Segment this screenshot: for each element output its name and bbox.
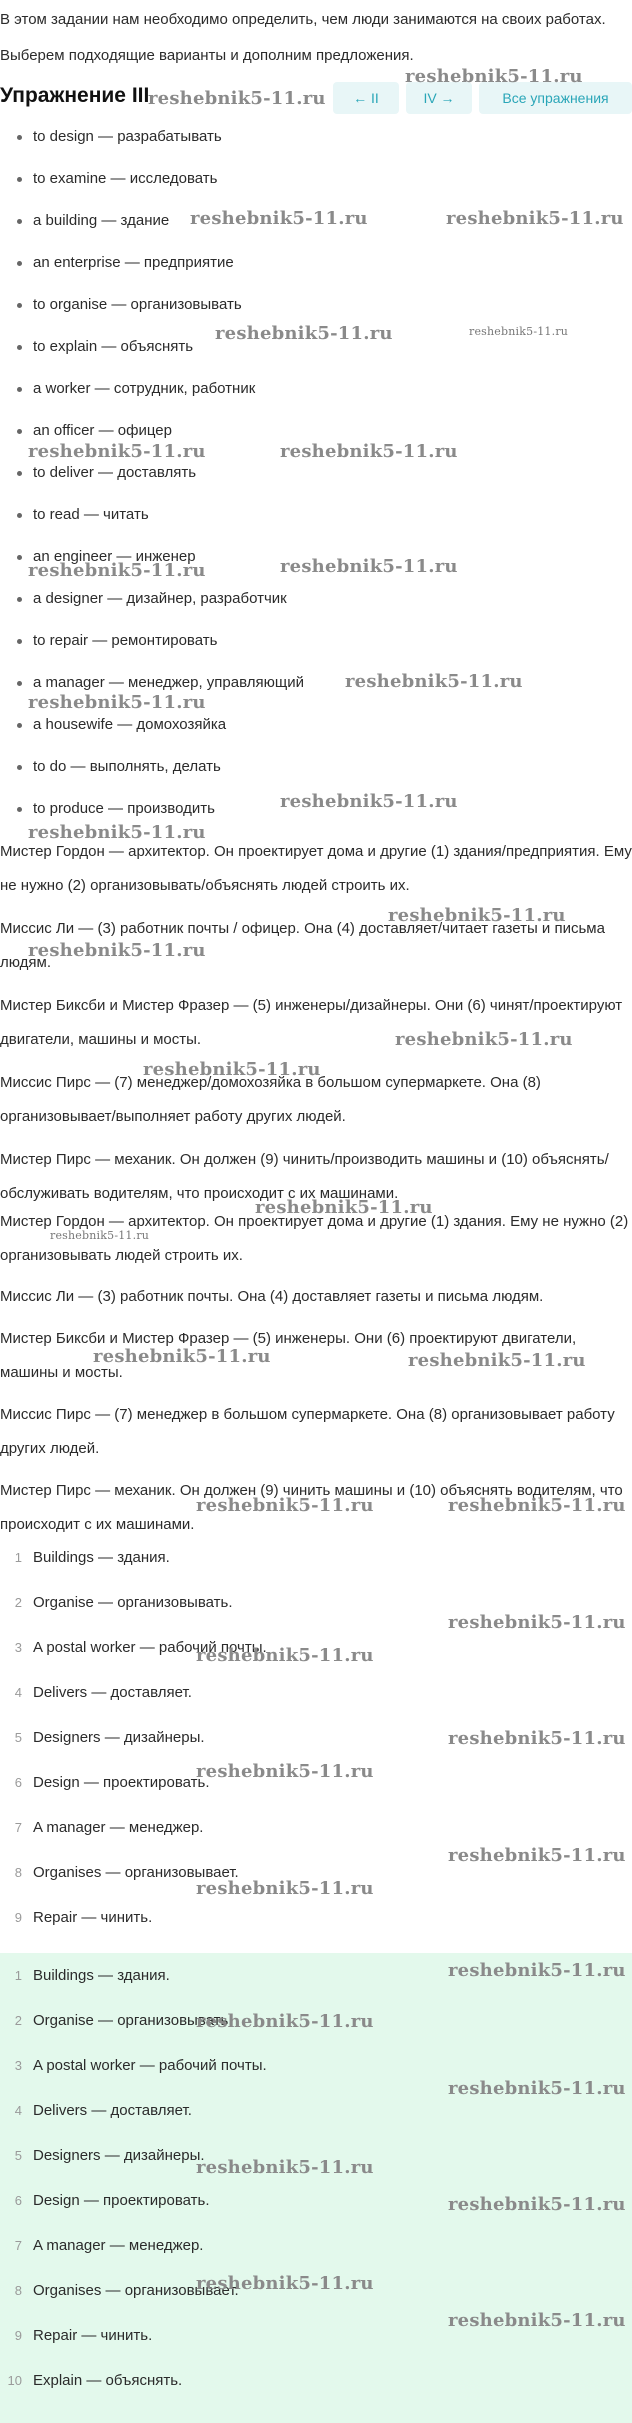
watermark: reshebnik5-11.ru bbox=[408, 1350, 586, 1371]
item-text: A manager — менеджер. bbox=[33, 1819, 204, 1836]
watermark: reshebnik5-11.ru bbox=[196, 1761, 374, 1782]
list-item: a manager — менеджер, управляющий bbox=[0, 662, 632, 704]
list-item bbox=[0, 1670, 632, 1715]
item-text: Delivers — доставляет. bbox=[33, 2102, 192, 2119]
item-number: 3 bbox=[14, 1640, 22, 1655]
all-exercises-button[interactable]: Все упражнения bbox=[479, 82, 632, 114]
watermark: reshebnik5-11.ru bbox=[448, 1728, 626, 1749]
list-item bbox=[0, 2223, 632, 2268]
answer-paragraph: Мистер Гордон — архитектор. Он проектирует дома и другие (1) здания. Ему не нужно (2) организовывать людей строить их. bbox=[0, 1213, 629, 1264]
item-text: Organise — организовывать. bbox=[33, 2012, 233, 2029]
item-text: Designers — дизайнеры. bbox=[33, 2147, 205, 2164]
watermark: reshebnik5-11.ru bbox=[28, 692, 206, 713]
list-item: an enterprise — предприятие bbox=[0, 242, 632, 284]
list-item: an officer — офицер bbox=[0, 410, 632, 452]
watermark: reshebnik5-11.ru bbox=[448, 1960, 626, 1981]
watermark: reshebnik5-11.ru bbox=[448, 2194, 626, 2215]
next-exercise-button[interactable]: IV → bbox=[406, 82, 472, 114]
watermark: reshebnik5-11.ru bbox=[196, 2157, 374, 2178]
list-item bbox=[0, 1535, 632, 1580]
list-item: to organise — организовывать bbox=[0, 284, 632, 326]
item-text: A postal worker — рабочий почты. bbox=[33, 2057, 267, 2074]
list-item: to design — разрабатывать bbox=[0, 116, 632, 158]
item-text: Delivers — доставляет. bbox=[33, 1684, 192, 1701]
prev-exercise-button[interactable]: ← II bbox=[333, 82, 399, 114]
item-text: Organises — организовывает. bbox=[33, 2282, 239, 2299]
item-number: 7 bbox=[14, 1820, 22, 1835]
options-paragraph: Мистер Биксби и Мистер Фразер — (5) инженеры/дизайнеры. Они (6) чинят/проектируют двигатели, машины и мосты. bbox=[0, 997, 623, 1048]
watermark: reshebnik5-11.ru bbox=[148, 88, 326, 109]
watermark: reshebnik5-11.ru bbox=[388, 905, 566, 926]
watermark: reshebnik5-11.ru bbox=[93, 1346, 271, 1367]
watermark: reshebnik5-11.ru bbox=[255, 1197, 433, 1218]
list-item: an engineer — инженер bbox=[0, 536, 632, 578]
watermark: reshebnik5-11.ru bbox=[448, 1845, 626, 1866]
list-item: to deliver — доставлять bbox=[0, 452, 632, 494]
item-text: Organises — организовывает. bbox=[33, 1864, 239, 1881]
list-item bbox=[0, 1895, 632, 1940]
intro-text: В этом задании нам необходимо определить, чем люди занимаются на своих работах. Выберем подходящие варианты и дополним предложения. bbox=[0, 11, 606, 64]
watermark: reshebnik5-11.ru bbox=[405, 66, 583, 87]
answer-paragraph: Мистер Биксби и Мистер Фразер — (5) инженеры. Они (6) проектируют двигатели, машины и мосты. bbox=[0, 1330, 577, 1381]
item-text: Organise — организовывать. bbox=[33, 1594, 233, 1611]
item-text: A postal worker — рабочий почты. bbox=[33, 1639, 267, 1656]
item-number: 5 bbox=[14, 1730, 22, 1745]
watermark: reshebnik5-11.ru bbox=[280, 441, 458, 462]
watermark: reshebnik5-11.ru bbox=[196, 1495, 374, 1516]
item-number: 1 bbox=[14, 1550, 22, 1565]
item-number: 10 bbox=[7, 2373, 22, 2388]
item-number: 2 bbox=[14, 1595, 22, 1610]
options-paragraph: Мистер Гордон — архитектор. Он проектирует дома и другие (1) здания/предприятия. Ему не нужно (2) организовывать/объяснять людей строить их. bbox=[0, 843, 632, 894]
item-text: Explain — объяснять. bbox=[33, 2372, 183, 2389]
list-item: to read — читать bbox=[0, 494, 632, 536]
item-text: Designers — дизайнеры. bbox=[33, 1729, 205, 1746]
item-text: Buildings — здания. bbox=[33, 1967, 170, 1984]
item-number: 4 bbox=[14, 1685, 22, 1700]
watermark: reshebnik5-11.ru bbox=[280, 791, 458, 812]
list-item: a building — здание bbox=[0, 200, 632, 242]
item-text: Buildings — здания. bbox=[33, 1549, 170, 1566]
watermark: reshebnik5-11.ru bbox=[448, 1612, 626, 1633]
watermark: reshebnik5-11.ru bbox=[28, 560, 206, 581]
item-number: 2 bbox=[14, 2013, 22, 2028]
watermark: reshebnik5-11.ru bbox=[448, 1495, 626, 1516]
watermark: reshebnik5-11.ru bbox=[28, 441, 206, 462]
item-number: 9 bbox=[14, 2328, 22, 2343]
item-number: 7 bbox=[14, 2238, 22, 2253]
watermark: reshebnik5-11.ru bbox=[280, 556, 458, 577]
list-item: a designer — дизайнер, разработчик bbox=[0, 578, 632, 620]
list-item: to do — выполнять, делать bbox=[0, 746, 632, 788]
list-item: a worker — сотрудник, работник bbox=[0, 368, 632, 410]
item-number: 1 bbox=[14, 1968, 22, 1983]
list-item: to explain — объяснять bbox=[0, 326, 632, 368]
list-item: a housewife — домохозяйка bbox=[0, 704, 632, 746]
watermark: reshebnik5-11.ru bbox=[196, 2011, 374, 2032]
watermark: reshebnik5-11.ru bbox=[28, 822, 206, 843]
answer-paragraph: Миссис Пирс — (7) менеджер в большом супермаркете. Она (8) организовывает работу других людей. bbox=[0, 1406, 615, 1457]
list-item: to examine — исследовать bbox=[0, 158, 632, 200]
item-text: Design — проектировать. bbox=[33, 1774, 210, 1791]
numbered-answers-list bbox=[0, 1535, 632, 1985]
item-number: 6 bbox=[14, 2193, 22, 2208]
watermark: reshebnik5-11.ru bbox=[190, 208, 368, 229]
answer-paragraph: Мистер Пирс — механик. Он должен (9) чинить машины и (10) объяснять водителям, что происходит с их машинами. bbox=[0, 1482, 623, 1533]
watermark: reshebnik5-11.ru bbox=[345, 671, 523, 692]
watermark: reshebnik5-11.ru bbox=[448, 2078, 626, 2099]
item-text: Repair — чинить. bbox=[33, 2327, 153, 2344]
list-item bbox=[0, 2358, 632, 2403]
item-text: A manager — менеджер. bbox=[33, 2237, 204, 2254]
list-item: to produce — производить bbox=[0, 788, 632, 830]
item-text: Design — проектировать. bbox=[33, 2192, 210, 2209]
watermark: reshebnik5-11.ru bbox=[143, 1059, 321, 1080]
item-number: 8 bbox=[14, 2283, 22, 2298]
options-paragraph: Миссис Ли — (3) работник почты / офицер. Она (4) доставляет/читает газеты и письма людям. bbox=[0, 920, 605, 971]
item-number: 8 bbox=[14, 1865, 22, 1880]
watermark: reshebnik5-11.ru bbox=[196, 2273, 374, 2294]
watermark: reshebnik5-11.ru bbox=[448, 2310, 626, 2331]
watermark: reshebnik5-11.ru bbox=[215, 323, 393, 344]
options-paragraph: Миссис Пирс — (7) менеджер/домохозяйка в большом супермаркете. Она (8) организовывает/выполняет работу других людей. bbox=[0, 1074, 541, 1125]
watermark: reshebnik5-11.ru bbox=[196, 1645, 374, 1666]
watermark: reshebnik5-11.ru bbox=[196, 1878, 374, 1899]
answer-paragraph: Миссис Ли — (3) работник почты. Она (4) доставляет газеты и письма людям. bbox=[0, 1288, 544, 1305]
watermark: reshebnik5-11.ru bbox=[395, 1029, 573, 1050]
options-paragraph: Мистер Пирс — механик. Он должен (9) чинить/производить машины и (10) объяснять/обслуживать водителям, что происходит с их машинами. bbox=[0, 1151, 609, 1202]
list-item: to repair — ремонтировать bbox=[0, 620, 632, 662]
item-text: Repair — чинить. bbox=[33, 1909, 153, 1926]
item-number: 4 bbox=[14, 2103, 22, 2118]
item-number: 6 bbox=[14, 1775, 22, 1790]
watermark: reshebnik5-11.ru bbox=[28, 940, 206, 961]
item-number: 5 bbox=[14, 2148, 22, 2163]
exercise-title: Упражнение III bbox=[0, 84, 150, 107]
list-item bbox=[0, 1805, 632, 1850]
item-number: 3 bbox=[14, 2058, 22, 2073]
watermark: reshebnik5-11.ru bbox=[446, 208, 624, 229]
item-number: 9 bbox=[14, 1910, 22, 1925]
watermark: reshebnik5-11.ru bbox=[469, 325, 569, 338]
watermark: reshebnik5-11.ru bbox=[50, 1229, 150, 1242]
